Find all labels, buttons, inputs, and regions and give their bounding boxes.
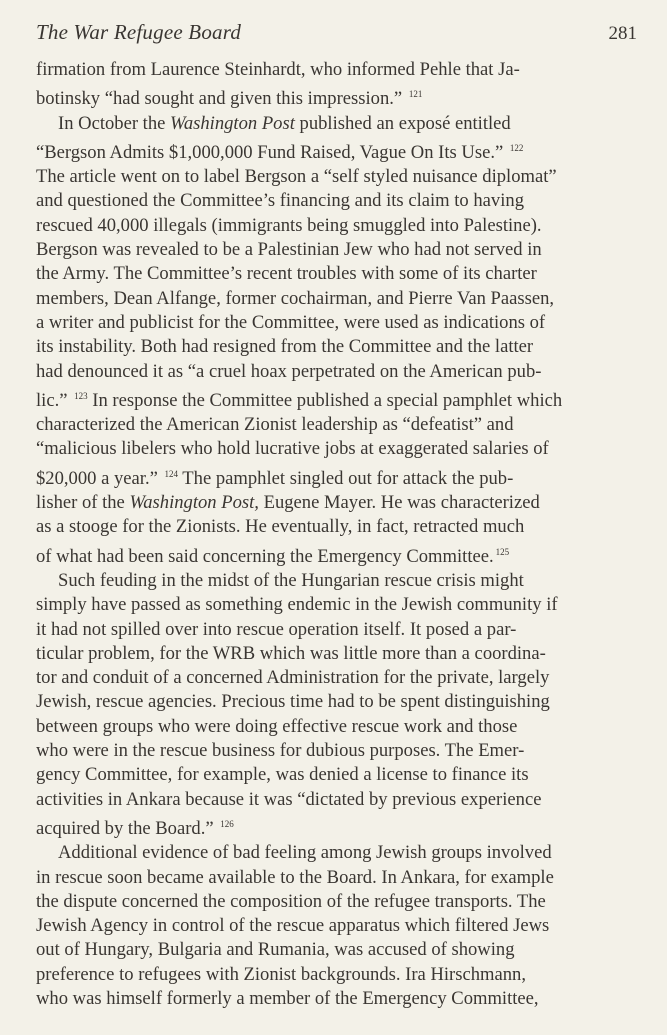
text-line [36, 58, 639, 82]
text-run: $20,000 a year.” [36, 467, 163, 489]
text-line [36, 788, 639, 812]
text-run: its instability. Both had resigned from the Committee and the latter [36, 336, 534, 358]
text-line [36, 384, 639, 413]
text-line [36, 812, 639, 841]
text-run: as a stooge for the Zionists. He eventually, in fact, retracted much [36, 516, 525, 538]
text-run: “Bergson Admits $1,000,000 Fund Raised, Vague On Its Use.” [36, 141, 508, 163]
text-run: out of Hungary, Bulgaria and Rumania, was accused of showing [36, 939, 515, 961]
body-text [36, 58, 639, 1011]
text-run: activities in Ankara because it was “dictated by previous experience [36, 788, 542, 810]
text-line [36, 335, 639, 359]
text-run: The pamphlet singled out for attack the pub- [178, 467, 514, 489]
text-line [36, 214, 639, 238]
text-line [36, 763, 639, 787]
text-line [36, 238, 639, 262]
text-run: characterized the American Zionist leadership as “defeatist” and [36, 414, 514, 436]
text-line [36, 642, 639, 666]
text-line [36, 165, 639, 189]
text-run: Additional evidence of bad feeling among Jewish groups involved [58, 842, 552, 864]
text-run: members, Dean Alfange, former cochairman, and Pierre Van Paassen, [36, 287, 555, 309]
italic-title: Washington Post, [129, 492, 259, 514]
text-line [36, 515, 639, 539]
text-line [36, 938, 639, 962]
text-run: Jewish Agency in control of the rescue apparatus which filtered Jews [36, 915, 550, 937]
text-line [36, 963, 639, 987]
text-line [36, 866, 639, 890]
text-run: In response the Committee published a special pamphlet which [87, 389, 563, 411]
text-run: the Army. The Committee’s recent troubles with some of its charter [36, 263, 537, 285]
italic-title: Washington Post [170, 112, 295, 134]
text-line [36, 666, 639, 690]
text-line [36, 540, 639, 569]
text-run: preference to refugees with Zionist backgrounds. Ira Hirschmann, [36, 963, 526, 985]
text-run: lisher of the [36, 492, 130, 514]
text-run: who was himself formerly a member of the Emergency Committee, [36, 987, 539, 1009]
text-line [36, 890, 639, 914]
page-header [36, 20, 639, 50]
text-run: botinsky “had sought and given this impression.” [36, 88, 407, 110]
text-run: rescued 40,000 illegals (immigrants being smuggled into Palestine). [36, 214, 542, 236]
text-line [36, 739, 639, 763]
text-line [36, 360, 639, 384]
text-run: “malicious libelers who hold lucrative jobs at exaggerated salaries of [36, 438, 549, 460]
text-run: Eugene Mayer. He was characterized [258, 492, 540, 514]
text-run: in rescue soon became available to the Board. In Ankara, for example [36, 866, 554, 888]
text-run: of what had been said concerning the Emergency Committee. [36, 545, 494, 567]
text-run: Such feuding in the midst of the Hungarian rescue crisis might [58, 569, 524, 591]
running-head: The War Refugee Board [36, 20, 242, 44]
text-line [36, 715, 639, 739]
footnote-marker: 126 [220, 818, 234, 829]
text-run: acquired by the Board.” [36, 817, 219, 839]
text-line [36, 841, 639, 865]
footnote-marker: 122 [509, 142, 524, 153]
text-line [36, 690, 639, 714]
text-run: who were in the rescue business for dubious purposes. The Emer- [36, 740, 525, 762]
text-run: and questioned the Committee’s financing and its claim to having [36, 190, 524, 212]
text-line [36, 569, 639, 593]
text-line [36, 287, 639, 311]
text-run: ticular problem, for the WRB which was little more than a coordina- [36, 642, 546, 664]
text-line [36, 82, 639, 111]
text-line [36, 914, 639, 938]
text-run: Jewish, rescue agencies. Precious time had to be spent distinguishing [36, 691, 550, 713]
text-run: lic.” [36, 389, 73, 411]
text-run: the dispute concerned the composition of the refugee transports. The [36, 890, 546, 912]
text-run: between groups who were doing effective rescue work and those [36, 715, 518, 737]
text-run: Bergson was revealed to be a Palestinian Jew who had not served in [36, 239, 542, 261]
text-line [36, 593, 639, 617]
text-run: published an exposé entitled [294, 112, 511, 134]
text-line [36, 189, 639, 213]
text-run: a writer and publicist for the Committee, were used as indications of [36, 311, 546, 333]
text-run: simply have passed as something endemic in the Jewish community if [36, 594, 558, 616]
text-line [36, 618, 639, 642]
text-line [36, 413, 639, 437]
text-run: firmation from Laurence Steinhardt, who informed Pehle that Ja- [36, 59, 520, 80]
footnote-marker: 123 [74, 390, 88, 401]
text-run: tor and conduit of a concerned Administration for the private, largely [36, 667, 550, 689]
text-line [36, 262, 639, 286]
footnote-marker: 124 [164, 468, 178, 479]
footnote-marker: 125 [495, 546, 510, 557]
text-run: had denounced it as “a cruel hoax perpetrated on the American pub- [36, 360, 542, 382]
text-line [36, 462, 639, 491]
text-line [36, 987, 639, 1011]
text-line [36, 437, 639, 461]
text-line [36, 311, 639, 335]
text-line [36, 491, 639, 515]
text-run: In October the [58, 112, 171, 134]
text-run: gency Committee, for example, was denied a license to finance its [36, 764, 529, 786]
text-line [36, 136, 639, 165]
text-run: it had not spilled over into rescue operation itself. It posed a par- [36, 618, 517, 640]
footnote-marker: 121 [408, 89, 423, 100]
text-run: The article went on to label Bergson a “self styled nuisance diplomat” [36, 166, 557, 188]
page-number: 281 [608, 23, 637, 44]
text-line [36, 112, 639, 136]
